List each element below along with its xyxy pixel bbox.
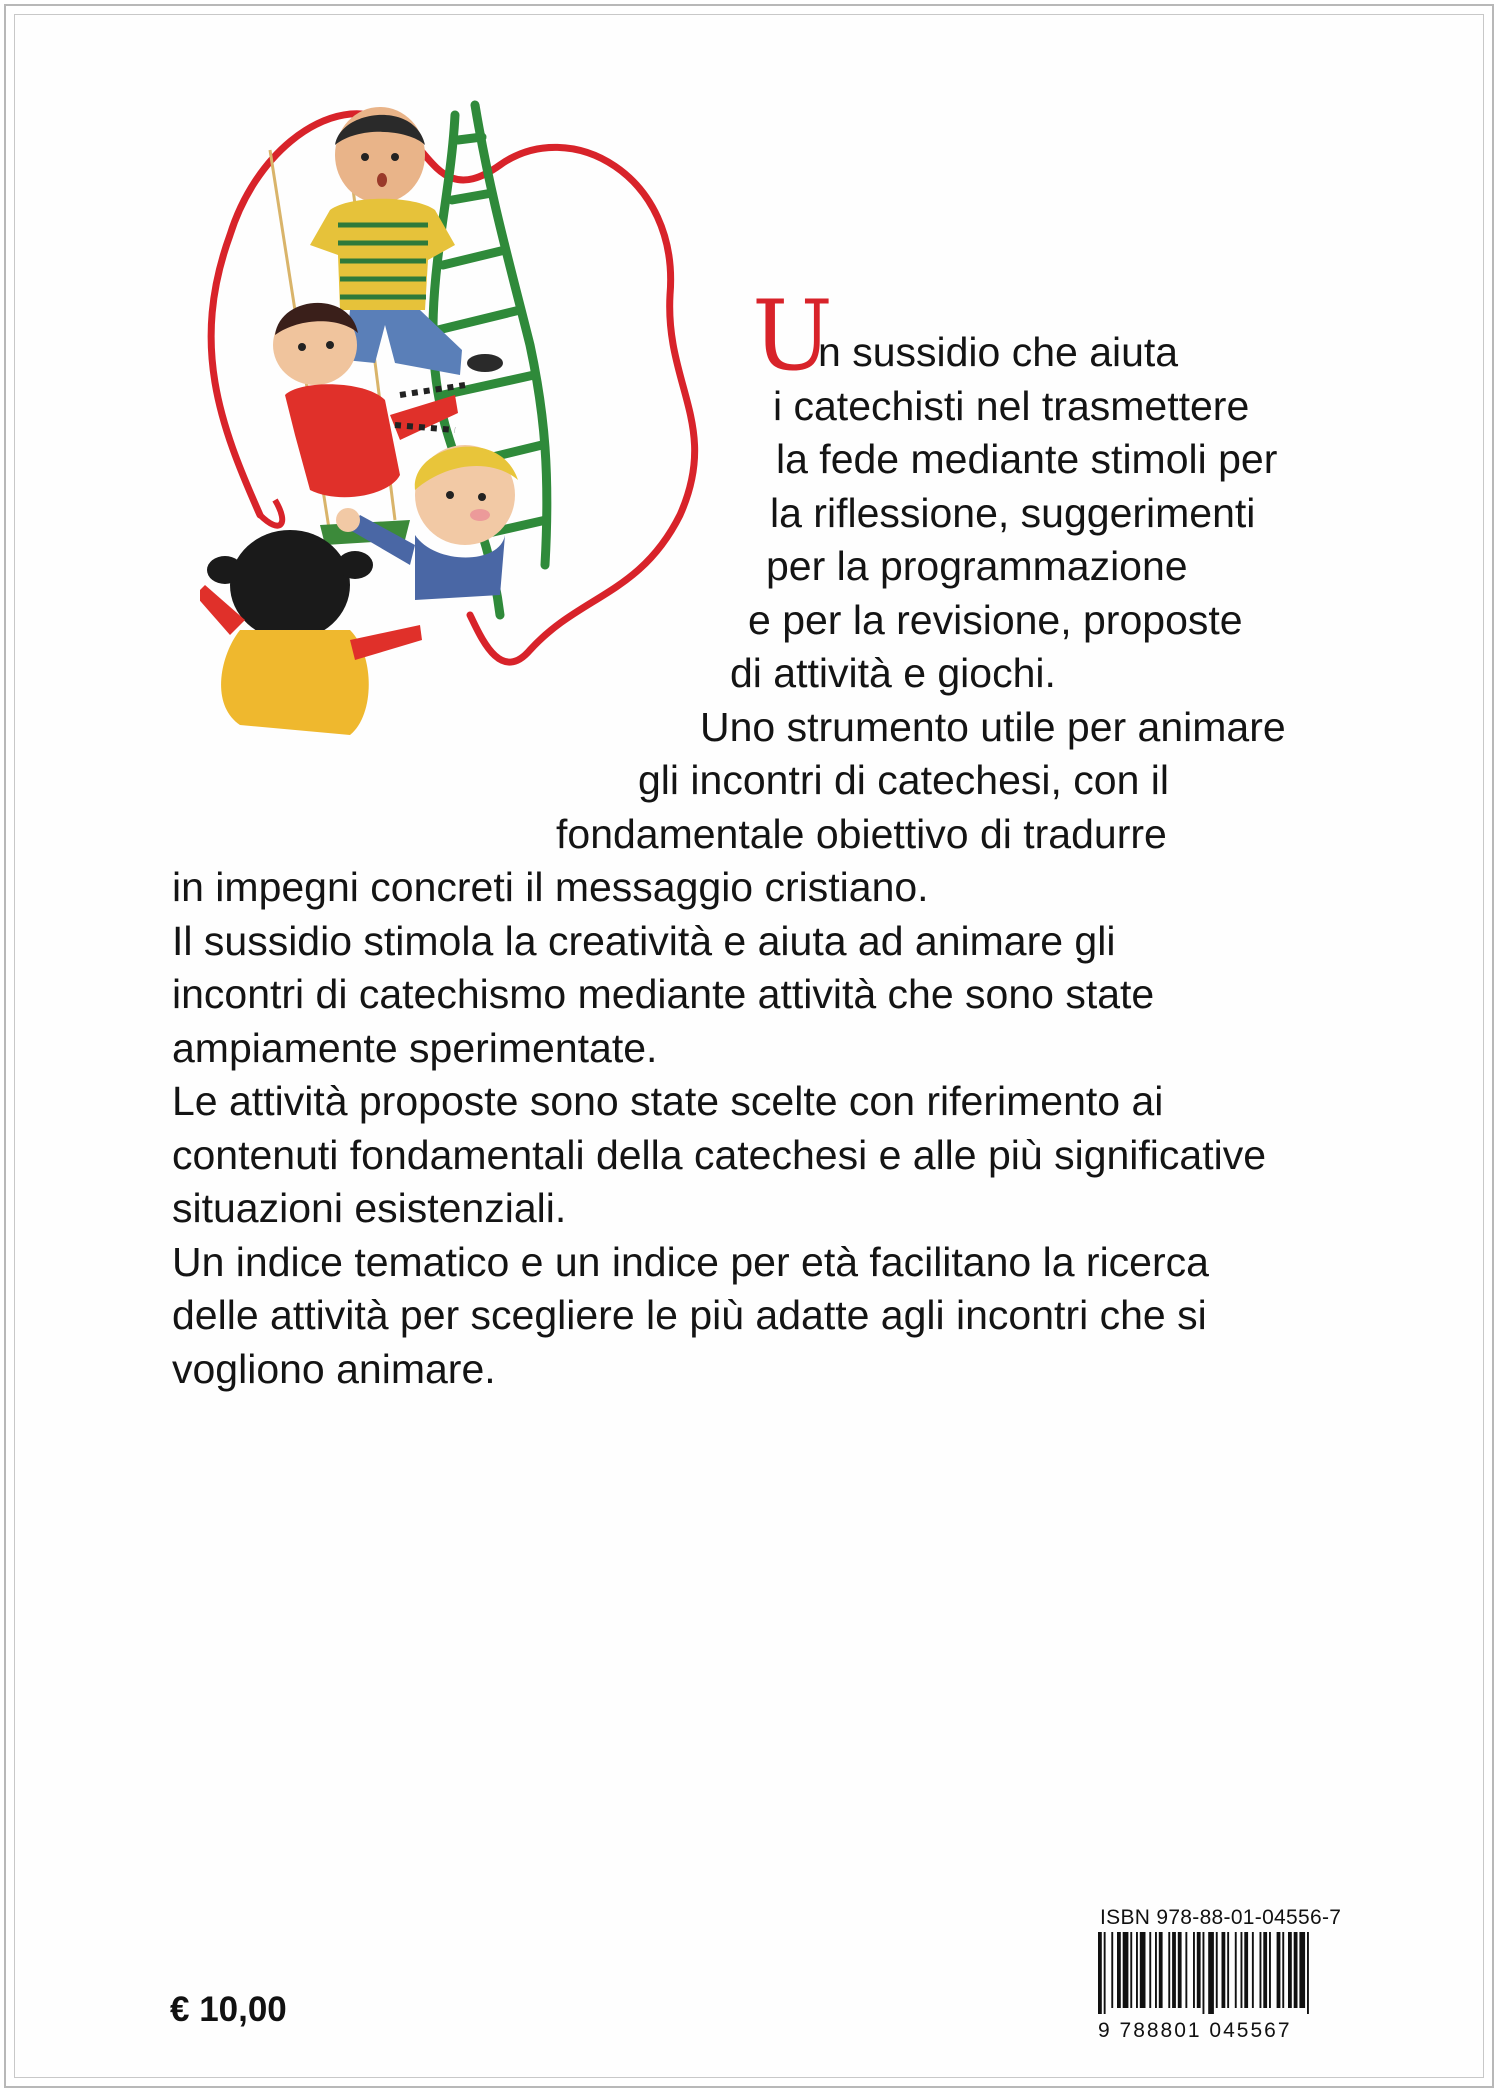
- body-line: in impegni concreti il messaggio cristiano.: [172, 864, 929, 910]
- barcode-bar: [1159, 1932, 1163, 2008]
- barcode-bar: [1149, 1932, 1151, 2008]
- body-line: ampiamente sperimentate.: [172, 1025, 658, 1071]
- barcode-bar: [1111, 1932, 1113, 2008]
- children-illustration: [200, 95, 720, 735]
- intro-line: la riflessione, suggerimenti: [770, 490, 1256, 536]
- barcode-bar: [1294, 1932, 1298, 2008]
- barcode-bar: [1227, 1932, 1229, 2008]
- body-line: Le attività proposte sono state scelte con riferimento ai: [172, 1078, 1164, 1124]
- intro-line: per la programmazione: [766, 543, 1188, 589]
- barcode-bar: [1282, 1932, 1284, 2008]
- girl-yellow-dress: [200, 530, 422, 735]
- barcode-bar: [1241, 1932, 1243, 2008]
- barcode-bar: [1140, 1932, 1146, 2008]
- body-line: Un indice tematico e un indice per età facilitano la ricerca: [172, 1239, 1209, 1285]
- intro-line: fondamentale obiettivo di tradurre: [556, 811, 1167, 857]
- dropcap: U: [752, 280, 833, 392]
- isbn-label: ISBN 978-88-01-04556-7: [1100, 1906, 1342, 1929]
- barcode-bar: [1130, 1932, 1132, 2008]
- barcode-bar: [1155, 1932, 1157, 2008]
- barcode-bar: [1260, 1932, 1262, 2008]
- barcode-bar: [1277, 1932, 1281, 2008]
- barcode-bar: [1269, 1932, 1271, 2008]
- barcode-bar: [1216, 1932, 1218, 2008]
- body-line: contenuti fondamentali della catechesi e alle più significative: [172, 1132, 1267, 1178]
- barcode-bar: [1288, 1932, 1292, 2008]
- body-line: incontri di catechismo mediante attività che sono state: [172, 971, 1155, 1017]
- intro-line: gli incontri di catechesi, con il: [638, 757, 1169, 803]
- barcode-bar: [1235, 1932, 1237, 2008]
- barcode-bar: [1178, 1932, 1182, 2008]
- barcode-bar: [1168, 1932, 1170, 2008]
- barcode-bar: [1252, 1932, 1254, 2008]
- barcode-bar: [1263, 1932, 1267, 2008]
- body-line: situazioni esistenziali.: [172, 1185, 567, 1231]
- intro-line: n sussidio che aiuta: [818, 329, 1179, 375]
- barcode-bar: [1197, 1932, 1201, 2008]
- barcode-bar: [1136, 1932, 1138, 2008]
- barcode-bar: [1104, 1932, 1106, 2014]
- barcode-bar: [1172, 1932, 1176, 2008]
- barcode-bar: [1098, 1932, 1102, 2014]
- intro-line: i catechisti nel trasmettere: [773, 383, 1250, 429]
- barcode-digits: 9 788801 045567: [1098, 2019, 1292, 2042]
- body-line: vogliono animare.: [172, 1346, 496, 1392]
- barcode-bar: [1208, 1932, 1214, 2014]
- barcode-bar: [1244, 1932, 1248, 2008]
- intro-line: Uno strumento utile per animare: [700, 704, 1286, 750]
- barcode-bar: [1222, 1932, 1226, 2008]
- intro-line: e per la revisione, proposte: [748, 597, 1243, 643]
- barcode-bar: [1203, 1932, 1205, 2014]
- body-line: Il sussidio stimola la creatività e aiuta ad animare gli: [172, 918, 1116, 964]
- barcode-bar: [1123, 1932, 1129, 2008]
- barcode-bar: [1193, 1932, 1195, 2008]
- intro-line: la fede mediante stimoli per: [776, 436, 1278, 482]
- barcode-bar: [1299, 1932, 1305, 2008]
- body-line: delle attività per scegliere le più adatte agli incontri che si: [172, 1292, 1207, 1338]
- price-label: € 10,00: [170, 1990, 287, 2029]
- barcode-bar: [1117, 1932, 1121, 2008]
- intro-line: di attività e giochi.: [730, 650, 1056, 696]
- barcode-bar: [1307, 1932, 1309, 2014]
- barcode-icon: [1098, 1932, 1374, 2014]
- barcode-bar: [1185, 1932, 1187, 2008]
